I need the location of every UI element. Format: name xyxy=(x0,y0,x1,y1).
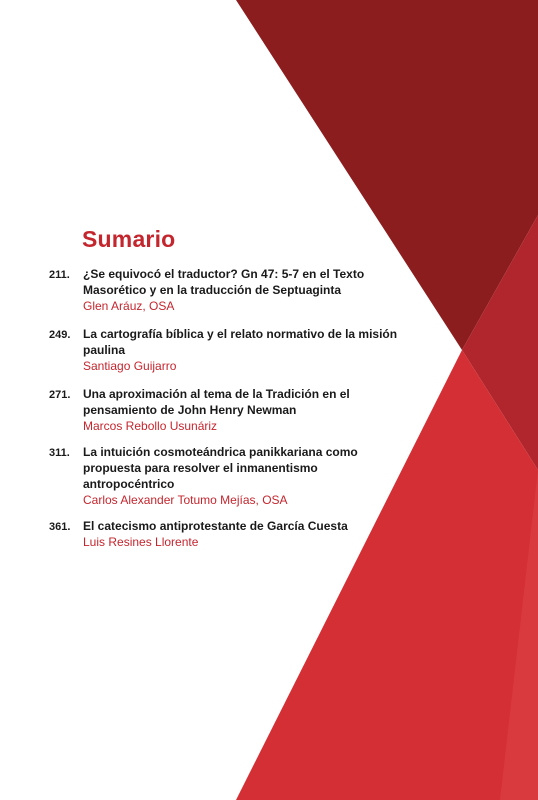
entry-title-line: paulina xyxy=(83,343,126,357)
page-number: 249. xyxy=(49,329,71,341)
entry-title-line: pensamiento de John Henry Newman xyxy=(83,403,297,417)
entry-title-line: El catecismo antiprotestante de García Cuesta xyxy=(83,519,348,533)
entry-author: Luis Resines Llorente xyxy=(83,535,199,549)
page-number: 361. xyxy=(49,521,71,533)
entry-author: Carlos Alexander Totumo Mejías, OSA xyxy=(83,493,288,507)
page-number: 271. xyxy=(49,389,71,401)
entry-author: Santiago Guijarro xyxy=(83,359,177,373)
entry-title-line: Una aproximación al tema de la Tradición en el xyxy=(83,387,350,401)
entry-author: Glen Aráuz, OSA xyxy=(83,299,175,313)
page-title: Sumario xyxy=(82,226,176,252)
page-number: 311. xyxy=(49,447,70,459)
entry-title-line: La cartografía bíblica y el relato normativo de la misión xyxy=(83,327,398,341)
entry-title-line: propuesta para resolver el inmanentismo xyxy=(83,461,318,475)
entry-title-line: La intuición cosmoteándrica panikkariana como xyxy=(83,445,358,459)
entry-title-line: Masorético y en la traducción de Septuaginta xyxy=(83,283,342,297)
entry-author: Marcos Rebollo Usunáriz xyxy=(83,419,218,433)
entry-title-line: antropocéntrico xyxy=(83,477,175,491)
page-number: 211. xyxy=(49,269,70,281)
entry-title-line: ¿Se equivocó el traductor? Gn 47: 5-7 en el Texto xyxy=(83,267,365,281)
